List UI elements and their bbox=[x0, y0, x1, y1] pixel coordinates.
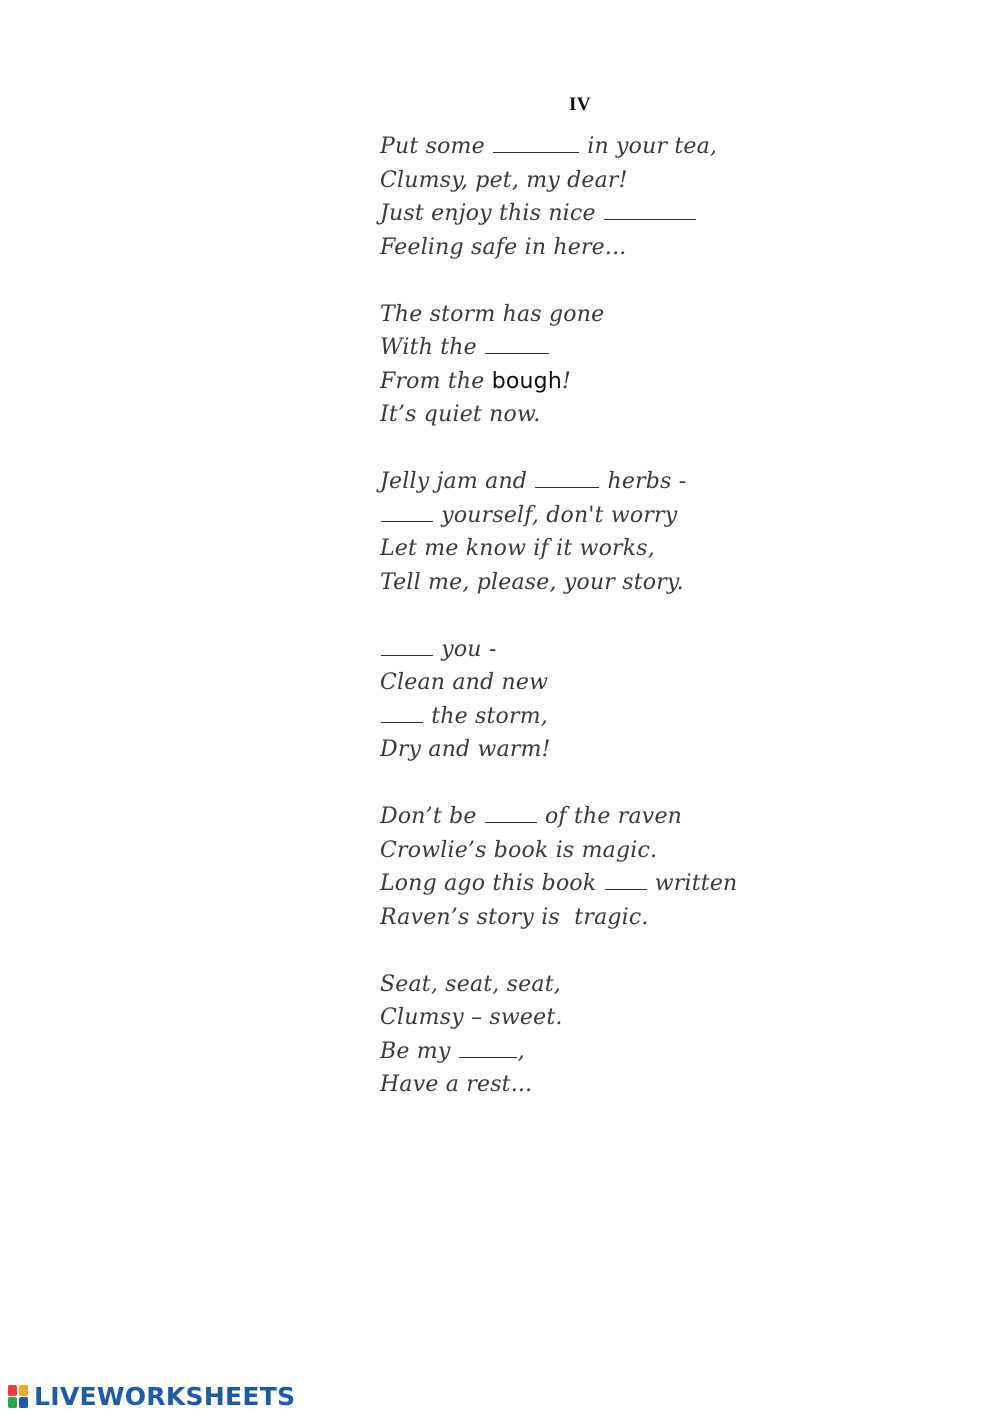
fill-in-blank[interactable] bbox=[381, 700, 423, 723]
logo-square bbox=[8, 1397, 17, 1408]
highlighted-word: bough bbox=[491, 368, 562, 394]
line-text: written bbox=[647, 871, 738, 896]
line-text: in your tea, bbox=[580, 134, 718, 159]
fill-in-blank[interactable] bbox=[535, 465, 599, 488]
line-text: It’s quiet now. bbox=[380, 402, 541, 427]
poem bbox=[380, 130, 940, 1135]
logo-square bbox=[19, 1397, 28, 1408]
poem-line bbox=[380, 365, 940, 399]
line-text: ! bbox=[562, 368, 572, 394]
logo-square bbox=[19, 1385, 28, 1396]
poem-line bbox=[380, 733, 940, 767]
line-text: Be my bbox=[380, 1038, 458, 1064]
line-text: Put some bbox=[380, 134, 493, 159]
stanza-6 bbox=[380, 968, 940, 1102]
poem-line bbox=[380, 800, 940, 834]
line-text: The storm has gone bbox=[380, 301, 605, 327]
poem-line bbox=[380, 1068, 940, 1102]
line-text: the storm, bbox=[424, 703, 548, 729]
poem-line bbox=[380, 1001, 940, 1035]
page-title: IV bbox=[568, 94, 592, 115]
line-text: herbs - bbox=[600, 469, 687, 494]
poem-line bbox=[380, 901, 940, 935]
fill-in-blank[interactable] bbox=[605, 867, 647, 890]
poem-line bbox=[380, 499, 940, 533]
poem-line bbox=[380, 633, 940, 667]
poem-line bbox=[380, 834, 940, 868]
poem-line bbox=[380, 532, 940, 566]
footer-logo[interactable] bbox=[8, 1380, 295, 1412]
liveworksheets-logo-icon bbox=[8, 1383, 30, 1409]
poem-line bbox=[380, 331, 940, 365]
poem-line bbox=[380, 197, 940, 231]
poem-line bbox=[380, 298, 940, 332]
poem-line bbox=[380, 465, 940, 499]
line-text: Crowlie’s book is magic. bbox=[380, 837, 658, 863]
line-text: Dry and warm! bbox=[380, 737, 551, 762]
line-text: you - bbox=[434, 636, 497, 662]
line-text: Just enjoy this nice bbox=[380, 201, 603, 226]
poem-line bbox=[380, 968, 940, 1002]
line-text: From the bbox=[380, 368, 492, 394]
fill-in-blank[interactable] bbox=[485, 331, 549, 354]
poem-line bbox=[380, 398, 940, 432]
fill-in-blank[interactable] bbox=[381, 499, 433, 522]
fill-in-blank[interactable] bbox=[381, 633, 433, 656]
stanza-3 bbox=[380, 465, 940, 599]
stanza-4 bbox=[380, 633, 940, 767]
poem-line bbox=[380, 1035, 940, 1069]
logo-square bbox=[8, 1385, 17, 1396]
poem-line bbox=[380, 666, 940, 700]
poem-line bbox=[380, 566, 940, 600]
line-text: yourself, don't worry bbox=[434, 502, 678, 528]
line-text: of the raven bbox=[537, 804, 683, 829]
line-text: Feeling safe in here... bbox=[380, 234, 627, 260]
line-text: Don’t be bbox=[380, 804, 484, 829]
logo-text: LIVEWORKSHEETS bbox=[34, 1381, 296, 1411]
poem-line bbox=[380, 700, 940, 734]
stanza-1 bbox=[380, 130, 940, 264]
poem-line bbox=[380, 130, 940, 164]
line-text: Let me know if it works, bbox=[380, 536, 655, 561]
line-text: Raven’s story is tragic. bbox=[380, 904, 649, 930]
fill-in-blank[interactable] bbox=[604, 197, 696, 220]
line-text: Clean and new bbox=[380, 670, 549, 695]
poem-line bbox=[380, 164, 940, 198]
fill-in-blank[interactable] bbox=[485, 800, 537, 823]
fill-in-blank[interactable] bbox=[493, 130, 579, 153]
stanza-2 bbox=[380, 298, 940, 432]
line-text: Clumsy, pet, my dear! bbox=[380, 167, 628, 193]
poem-line bbox=[380, 867, 940, 901]
stanza-5 bbox=[380, 800, 940, 934]
poem-line bbox=[380, 231, 940, 265]
line-text: Clumsy – sweet. bbox=[380, 1005, 563, 1030]
line-text: Jelly jam and bbox=[380, 469, 535, 494]
line-text: Seat, seat, seat, bbox=[380, 971, 561, 997]
line-text: , bbox=[517, 1038, 525, 1064]
line-text: Have a rest... bbox=[380, 1072, 533, 1097]
line-text: Tell me, please, your story. bbox=[380, 569, 684, 595]
line-text: With the bbox=[380, 335, 485, 360]
fill-in-blank[interactable] bbox=[459, 1035, 517, 1058]
line-text: Long ago this book bbox=[380, 871, 604, 896]
